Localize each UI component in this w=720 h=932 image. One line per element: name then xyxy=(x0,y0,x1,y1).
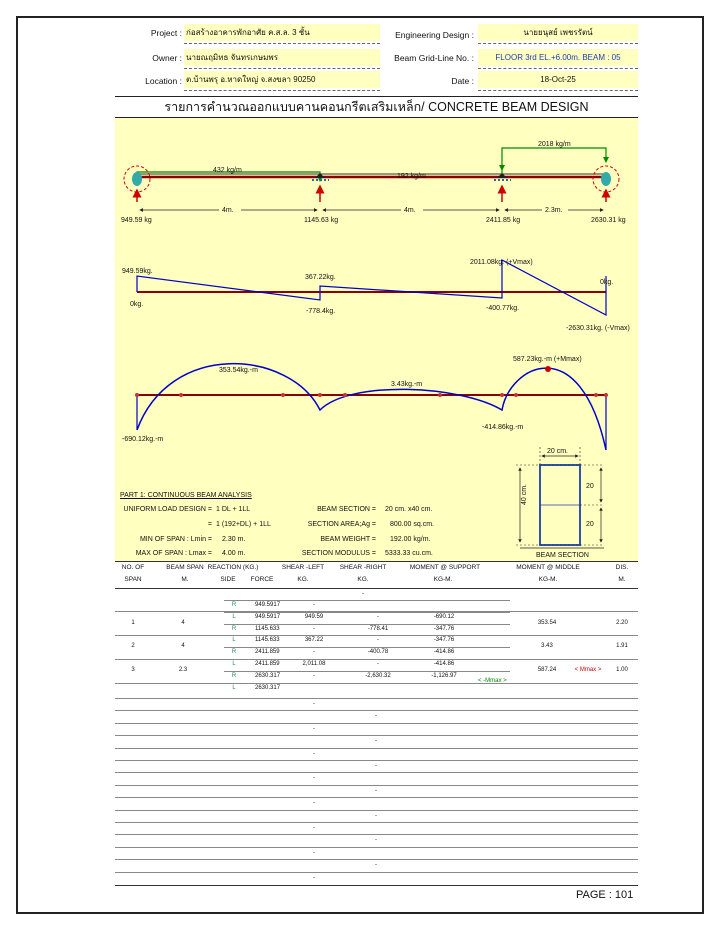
table-cell: - xyxy=(313,849,315,856)
table-header: KG. xyxy=(297,576,309,583)
owner-field[interactable]: นายณฤมิทธ จันทรเกษมพร xyxy=(184,49,380,66)
analysis-value: 20 cm. x40 cm. xyxy=(385,506,433,513)
table-cell-moment: -414.86 xyxy=(433,649,455,656)
grid-field[interactable]: FLOOR 3rd EL.+6.00m. BEAM : 05 xyxy=(478,49,638,66)
shear-line xyxy=(137,260,606,315)
table-header: BEAM SPAN xyxy=(166,564,204,571)
project-field[interactable]: ก่อสร้างอาคารพักอาศัย ค.ส.ล. 3 ชั้น xyxy=(184,24,380,41)
support-node-left xyxy=(132,172,142,186)
shear-label: -400.77kg. xyxy=(486,305,520,312)
reaction-label: 1145.63 kg xyxy=(304,217,339,224)
analysis-value: 192.00 kg/m. xyxy=(390,536,431,543)
analysis-label: UNIFORM LOAD DESIGN = xyxy=(123,506,212,513)
table-cell-side: L xyxy=(232,684,236,691)
table-cell-side: L xyxy=(232,637,236,644)
table-header: SHEAR -LEFT xyxy=(281,564,325,571)
table-header: DIS. xyxy=(615,564,629,571)
table-cell-tag: < -Mmax > xyxy=(478,678,507,684)
section-width: 20 cm. xyxy=(547,448,569,455)
page-number: PAGE : 101 xyxy=(576,889,634,901)
analysis-label: SECTION MODULUS = xyxy=(301,550,376,557)
table-cell: - xyxy=(313,874,315,881)
table-cell: - xyxy=(375,862,377,869)
analysis-label: = xyxy=(207,521,212,528)
table-cell-moment: -690.12 xyxy=(433,613,455,620)
table-cell-shear-right: - xyxy=(377,637,379,644)
table-cell-mid: 353.54 xyxy=(537,619,557,626)
moment-label: -414.86kg.-m xyxy=(482,424,524,431)
table-cell-moment: -1,126.97 xyxy=(431,672,457,679)
table-cell: - xyxy=(313,701,315,707)
shear-label: 367.22kg. xyxy=(305,274,336,281)
engineering-label: Engineering Design : xyxy=(395,30,474,40)
table-cell: - xyxy=(362,591,364,597)
table-cell-force: 1145.633 xyxy=(255,625,280,632)
shear-label: 0kg. xyxy=(130,301,144,308)
table-cell-moment: -347.76 xyxy=(433,637,455,644)
table-cell-shear-left: - xyxy=(313,649,315,656)
table-cell-length: 2.3 xyxy=(178,667,188,673)
table-cell-force: 949.5917 xyxy=(255,613,281,620)
table-cell-shear-left: 2,011.08 xyxy=(302,661,326,667)
moment-diagram xyxy=(122,356,608,450)
analysis-value: 800.00 sq.cm. xyxy=(390,521,434,528)
table-cell: - xyxy=(375,763,377,769)
location-label: Location : xyxy=(145,76,182,86)
table-cell-force: 2411.859 xyxy=(255,649,280,656)
reaction-label: 2411.85 kg xyxy=(486,217,521,224)
table-cell-dis: 2.20 xyxy=(616,619,628,626)
table-header: SPAN xyxy=(124,576,142,583)
table-cell-force: 2411.859 xyxy=(255,661,280,667)
analysis-label: MAX OF SPAN : Lmax = xyxy=(135,550,212,557)
table-header: M. xyxy=(181,576,189,583)
table-cell-shear-left: 949.59 xyxy=(304,613,324,620)
span-label: 2.3m. xyxy=(545,207,563,214)
table-cell-force: 2630.317 xyxy=(255,672,281,679)
analysis-label: BEAM WEIGHT = xyxy=(320,536,376,543)
moment-label: 353.54kg.-m xyxy=(219,367,258,374)
table-cell-shear-right: - xyxy=(377,613,379,620)
table-cell: - xyxy=(375,812,377,819)
shear-diagram xyxy=(122,259,630,332)
analysis-value: 1 (192+DL) + 1LL xyxy=(216,521,271,528)
table-cell-moment: -347.76 xyxy=(433,625,455,632)
table-cell: - xyxy=(313,725,315,732)
project-label: Project : xyxy=(150,28,182,38)
analysis-value: 2.30 m. xyxy=(222,536,246,543)
beam-section xyxy=(516,447,604,559)
table-cell: - xyxy=(375,787,377,794)
span-label: 4m. xyxy=(404,207,416,214)
location-field[interactable]: ต.บ้านพรุ อ.หาดใหญ่ จ.สงขลา 90250 xyxy=(184,71,380,88)
table-header: KG-M. xyxy=(433,576,453,583)
table-header: SIDE xyxy=(220,576,236,583)
table-cell-dis: 1.91 xyxy=(616,643,628,650)
moment-label: 587.23kg.-m (+Mmax) xyxy=(513,356,582,363)
table-cell: - xyxy=(375,713,377,720)
table-cell-shear-left: - xyxy=(313,672,315,679)
table-cell-dis: 1.00 xyxy=(616,667,628,673)
table-header: FORCE xyxy=(250,576,274,583)
table-cell-side: R xyxy=(231,649,237,656)
table-cell-mid: 3.43 xyxy=(541,643,553,650)
table-cell-shear-left: - xyxy=(313,602,315,608)
table-cell-side: R xyxy=(231,625,237,632)
moment-curve xyxy=(137,364,606,450)
table-cell-side: L xyxy=(232,661,236,667)
table-cell-shear-right: -2,630.32 xyxy=(365,672,391,679)
section-caption: BEAM SECTION xyxy=(536,552,589,559)
analysis-value: 4.00 m. xyxy=(222,550,246,557)
table-header: MOMENT @ SUPPORT xyxy=(409,564,481,571)
date-label: Date : xyxy=(451,76,474,86)
table-cell-shear-left: - xyxy=(313,625,315,632)
load-line-3 xyxy=(502,148,606,174)
table-cell: - xyxy=(313,800,315,807)
table-cell-tag: < Mmax > xyxy=(574,667,602,673)
table-header: MOMENT @ MIDDLE xyxy=(516,564,580,571)
analysis-label: SECTION AREA;Ag = xyxy=(307,521,376,528)
table-header: SHEAR -RIGHT xyxy=(339,564,387,571)
analysis-label: MIN OF SPAN : Lmin = xyxy=(139,536,212,543)
table-cell-shear-left: 367.22 xyxy=(304,637,324,644)
table-cell: - xyxy=(313,825,315,831)
section-height: 40 cm. xyxy=(521,483,528,505)
shear-label: -2630.31kg. (-Vmax) xyxy=(566,325,630,332)
table-header: M. xyxy=(618,576,626,583)
table-cell-side: L xyxy=(232,613,236,620)
owner-label: Owner : xyxy=(152,53,182,63)
analysis-value: 1 DL + 1LL xyxy=(216,506,251,513)
table-header: KG-M. xyxy=(538,576,558,583)
table-cell-side: R xyxy=(231,672,237,679)
table-cell-moment: -414.86 xyxy=(433,661,455,667)
table-cell: - xyxy=(313,750,315,757)
support-node-right xyxy=(601,172,611,186)
grid-label: Beam Grid-Line No. : xyxy=(394,53,474,63)
table-cell-mid: 587.24 xyxy=(537,667,557,673)
mmax-point xyxy=(545,366,551,372)
load-label-2: 192 kg/m xyxy=(397,173,426,180)
table-cell-force: 2630.317 xyxy=(255,684,281,691)
table-cell-span: 1 xyxy=(131,619,135,626)
table-cell: - xyxy=(313,775,315,782)
load-label-1: 432 kg/m xyxy=(213,167,242,174)
table-header: REACTION (KG.) xyxy=(207,564,259,571)
load-diagram xyxy=(121,141,626,224)
shear-label: 0kg. xyxy=(600,279,614,286)
table-cell: - xyxy=(375,837,377,844)
span-label: 4m. xyxy=(222,207,234,214)
moment-label: 3.43kg.-m xyxy=(391,381,423,388)
load-label-3: 2018 kg/m xyxy=(538,141,571,148)
shear-label: -778.4kg. xyxy=(306,308,336,315)
table-cell: - xyxy=(375,738,377,745)
part-title: PART 1: CONTINUOUS BEAM ANALYSIS xyxy=(120,492,252,499)
table-cell-span: 2 xyxy=(131,643,135,650)
engineering-field[interactable]: นายยนุสย์ เพชรรัตน์ xyxy=(478,24,638,41)
moment-label: -690.12kg.-m xyxy=(122,436,164,443)
table-cell-shear-right: -400.78 xyxy=(367,649,389,656)
analysis-label: BEAM SECTION = xyxy=(317,506,376,513)
table-cell-length: 4 xyxy=(181,619,185,626)
table-header: KG. xyxy=(357,576,369,583)
page-title: รายการคำนวณออกแบบคานคอนกรีตเสริมเหล็ก/ CONCRETE BEAM DESIGN xyxy=(115,96,638,118)
reaction-label: 949.59 kg xyxy=(121,217,152,224)
table-cell-length: 4 xyxy=(181,643,185,650)
section-half: 20 xyxy=(586,483,594,490)
analysis-value: 5333.33 cu.cm. xyxy=(385,550,433,557)
table-cell-shear-right: -778.41 xyxy=(367,625,389,632)
reaction-label: 2630.31 kg xyxy=(591,217,626,224)
shear-label: 2011.08kg. (+Vmax) xyxy=(470,259,533,266)
table-header: NO. OF xyxy=(121,564,145,571)
table-cell-force: 1145.633 xyxy=(255,637,280,644)
section-half: 20 xyxy=(586,521,594,528)
table-cell-span: 3 xyxy=(131,667,135,673)
date-field[interactable]: 18-Oct-25 xyxy=(478,71,638,88)
shear-label: 949.59kg. xyxy=(122,268,153,275)
table-cell-side: R xyxy=(231,602,237,608)
table-cell-force: 949.5917 xyxy=(255,602,281,608)
table-cell-shear-right: - xyxy=(377,661,379,667)
